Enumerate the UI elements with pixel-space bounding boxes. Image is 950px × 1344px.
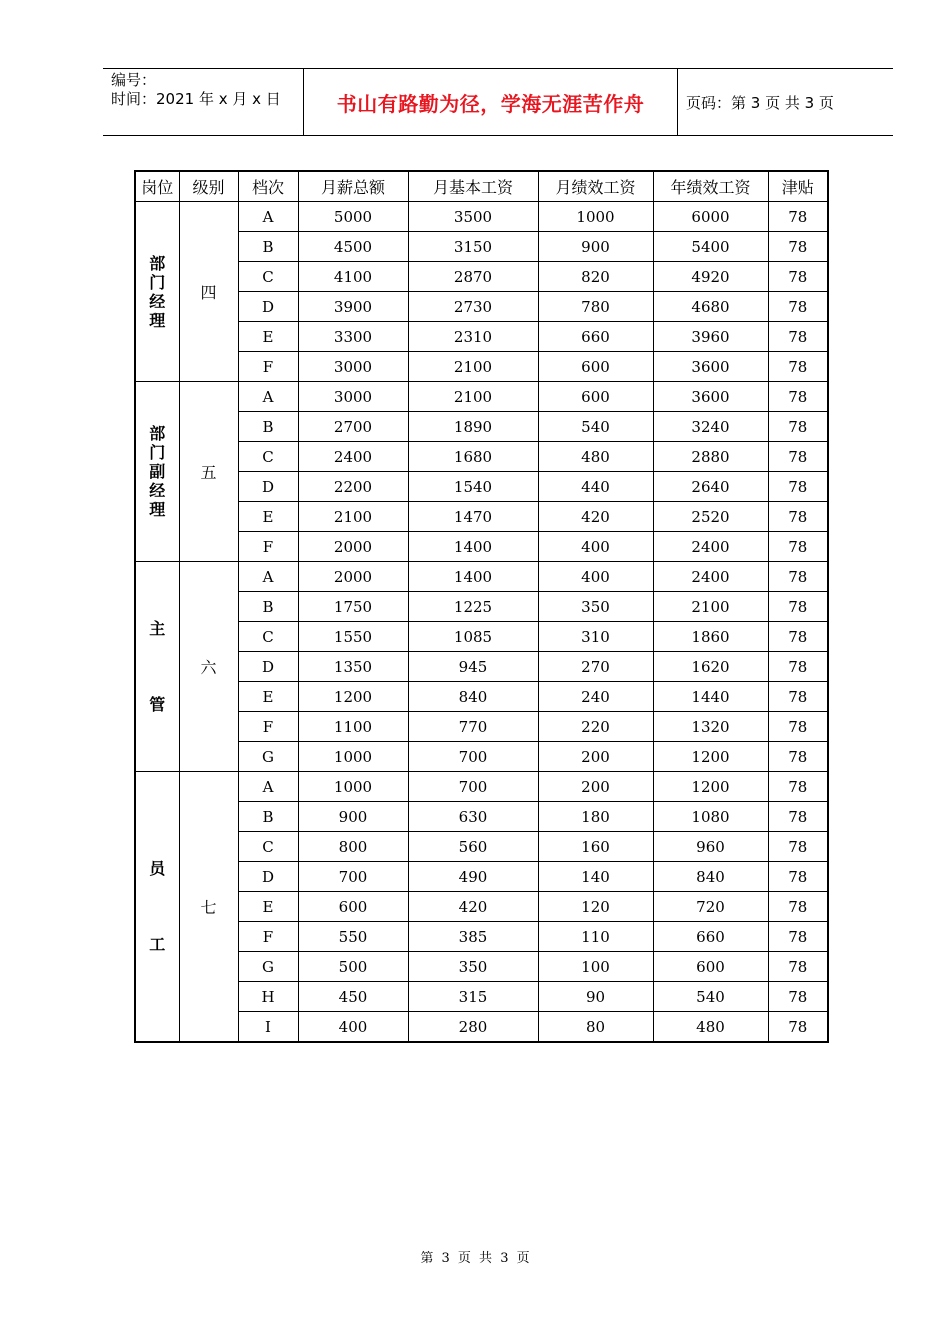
value-cell: 3900: [298, 292, 408, 322]
post-char: 理: [149, 500, 166, 519]
value-cell: 78: [768, 202, 828, 232]
value-cell: 1100: [298, 712, 408, 742]
value-cell: 700: [408, 772, 538, 802]
value-cell: 4100: [298, 262, 408, 292]
value-cell: 1000: [538, 202, 653, 232]
grade-cell: E: [238, 892, 298, 922]
grade-cell: D: [238, 652, 298, 682]
value-cell: 78: [768, 802, 828, 832]
value-cell: 200: [538, 772, 653, 802]
column-header: 津贴: [768, 171, 828, 202]
value-cell: 78: [768, 652, 828, 682]
value-cell: 550: [298, 922, 408, 952]
value-cell: 780: [538, 292, 653, 322]
grade-cell: G: [238, 952, 298, 982]
grade-cell: B: [238, 232, 298, 262]
value-cell: 180: [538, 802, 653, 832]
value-cell: 78: [768, 322, 828, 352]
value-cell: 78: [768, 742, 828, 772]
value-cell: 280: [408, 1012, 538, 1043]
column-header: 月薪总额: [298, 171, 408, 202]
value-cell: 400: [538, 562, 653, 592]
value-cell: 1400: [408, 532, 538, 562]
value-cell: 78: [768, 262, 828, 292]
value-cell: 400: [538, 532, 653, 562]
value-cell: 385: [408, 922, 538, 952]
value-cell: 120: [538, 892, 653, 922]
value-cell: 420: [408, 892, 538, 922]
value-cell: 1550: [298, 622, 408, 652]
value-cell: 770: [408, 712, 538, 742]
grade-cell: H: [238, 982, 298, 1012]
post-char: 主: [149, 618, 166, 638]
value-cell: 1750: [298, 592, 408, 622]
value-cell: 2870: [408, 262, 538, 292]
value-cell: 3000: [298, 382, 408, 412]
value-cell: 78: [768, 622, 828, 652]
value-cell: 840: [653, 862, 768, 892]
value-cell: 1200: [298, 682, 408, 712]
grade-cell: I: [238, 1012, 298, 1043]
value-cell: 160: [538, 832, 653, 862]
value-cell: 1440: [653, 682, 768, 712]
value-cell: 1860: [653, 622, 768, 652]
table-row: [135, 502, 828, 532]
post-char: 门: [149, 272, 166, 292]
value-cell: 240: [538, 682, 653, 712]
value-cell: 2000: [298, 532, 408, 562]
value-cell: 3150: [408, 232, 538, 262]
value-cell: 2000: [298, 562, 408, 592]
grade-cell: F: [238, 922, 298, 952]
value-cell: 3500: [408, 202, 538, 232]
value-cell: 1225: [408, 592, 538, 622]
column-header: 档次: [238, 171, 298, 202]
value-cell: 945: [408, 652, 538, 682]
level-cell: 四: [179, 202, 238, 382]
value-cell: 490: [408, 862, 538, 892]
table-row: [135, 352, 828, 382]
post-cell: [135, 772, 179, 1043]
table-row: [135, 262, 828, 292]
value-cell: 600: [538, 352, 653, 382]
table-row: [135, 1012, 828, 1043]
value-cell: 2100: [408, 382, 538, 412]
code-label: 编号：: [111, 71, 157, 89]
value-cell: 350: [408, 952, 538, 982]
value-cell: 700: [408, 742, 538, 772]
grade-cell: C: [238, 622, 298, 652]
value-cell: 560: [408, 832, 538, 862]
grade-cell: C: [238, 442, 298, 472]
value-cell: 3300: [298, 322, 408, 352]
table-row: [135, 532, 828, 562]
table-row: [135, 772, 828, 802]
value-cell: 600: [298, 892, 408, 922]
table-header: [135, 171, 828, 202]
header-bottom-rule: [103, 135, 893, 136]
value-cell: 540: [538, 412, 653, 442]
value-cell: 2100: [298, 502, 408, 532]
value-cell: 3960: [653, 322, 768, 352]
level-cell: 六: [179, 562, 238, 772]
value-cell: 78: [768, 232, 828, 262]
grade-cell: A: [238, 382, 298, 412]
post-char: 副: [149, 462, 166, 481]
value-cell: 1470: [408, 502, 538, 532]
column-header: 岗位: [135, 171, 179, 202]
value-cell: 78: [768, 892, 828, 922]
table-header-row: [135, 171, 828, 202]
grade-cell: D: [238, 862, 298, 892]
value-cell: 400: [298, 1012, 408, 1043]
value-cell: 660: [538, 322, 653, 352]
table-row: [135, 652, 828, 682]
post-char: 经: [149, 291, 166, 311]
value-cell: 2200: [298, 472, 408, 502]
table-row: [135, 952, 828, 982]
post-char: 理: [149, 310, 166, 330]
table-row: [135, 292, 828, 322]
value-cell: 700: [298, 862, 408, 892]
table-row: [135, 682, 828, 712]
value-cell: 5400: [653, 232, 768, 262]
post-char: 工: [149, 934, 166, 954]
page-footer: 第 3 页 共 3 页: [420, 1251, 530, 1266]
value-cell: 1680: [408, 442, 538, 472]
grade-cell: E: [238, 502, 298, 532]
post-char: 部: [149, 424, 166, 443]
value-cell: 720: [653, 892, 768, 922]
value-cell: 1350: [298, 652, 408, 682]
value-cell: 6000: [653, 202, 768, 232]
value-cell: 820: [538, 262, 653, 292]
post-char: 经: [149, 481, 166, 500]
grade-cell: F: [238, 352, 298, 382]
value-cell: 1200: [653, 772, 768, 802]
value-cell: 2400: [653, 532, 768, 562]
value-cell: 200: [538, 742, 653, 772]
value-cell: 480: [653, 1012, 768, 1043]
value-cell: 1320: [653, 712, 768, 742]
value-cell: 1080: [653, 802, 768, 832]
level-cell: 七: [179, 772, 238, 1043]
grade-cell: A: [238, 202, 298, 232]
value-cell: 2640: [653, 472, 768, 502]
grade-cell: A: [238, 562, 298, 592]
value-cell: 78: [768, 472, 828, 502]
grade-cell: B: [238, 802, 298, 832]
value-cell: 2700: [298, 412, 408, 442]
grade-cell: E: [238, 682, 298, 712]
column-header: 级别: [179, 171, 238, 202]
value-cell: 310: [538, 622, 653, 652]
value-cell: 2880: [653, 442, 768, 472]
value-cell: 4920: [653, 262, 768, 292]
value-cell: 1200: [653, 742, 768, 772]
value-cell: 270: [538, 652, 653, 682]
value-cell: 78: [768, 412, 828, 442]
value-cell: 80: [538, 1012, 653, 1043]
value-cell: 960: [653, 832, 768, 862]
grade-cell: F: [238, 532, 298, 562]
value-cell: 450: [298, 982, 408, 1012]
table-body: [135, 202, 828, 1043]
grade-cell: C: [238, 832, 298, 862]
value-cell: 3000: [298, 352, 408, 382]
value-cell: 78: [768, 1012, 828, 1043]
value-cell: 600: [653, 952, 768, 982]
value-cell: 78: [768, 982, 828, 1012]
value-cell: 1620: [653, 652, 768, 682]
table-row: [135, 472, 828, 502]
value-cell: 1085: [408, 622, 538, 652]
value-cell: 2310: [408, 322, 538, 352]
value-cell: 78: [768, 832, 828, 862]
post-char: 管: [149, 694, 166, 714]
post-char: 部: [149, 253, 166, 273]
value-cell: 5000: [298, 202, 408, 232]
value-cell: 78: [768, 502, 828, 532]
value-cell: 2730: [408, 292, 538, 322]
value-cell: 78: [768, 292, 828, 322]
value-cell: 3600: [653, 352, 768, 382]
value-cell: 78: [768, 532, 828, 562]
table-row: [135, 832, 828, 862]
value-cell: 315: [408, 982, 538, 1012]
table-row: [135, 892, 828, 922]
header-page-info: 页码：第 3 页 共 3 页: [686, 94, 834, 112]
value-cell: 140: [538, 862, 653, 892]
post-cell: [135, 202, 179, 382]
value-cell: 3600: [653, 382, 768, 412]
grade-cell: D: [238, 472, 298, 502]
post-char: 门: [149, 443, 166, 462]
value-cell: 78: [768, 382, 828, 412]
value-cell: 2100: [408, 352, 538, 382]
grade-cell: C: [238, 262, 298, 292]
header-meta: [111, 71, 281, 109]
post-char: 员: [149, 858, 166, 878]
header-top-rule: [103, 68, 893, 69]
value-cell: 110: [538, 922, 653, 952]
value-cell: 1890: [408, 412, 538, 442]
value-cell: 90: [538, 982, 653, 1012]
value-cell: 900: [298, 802, 408, 832]
value-cell: 2400: [298, 442, 408, 472]
value-cell: 78: [768, 352, 828, 382]
value-cell: 900: [538, 232, 653, 262]
table-row: [135, 382, 828, 412]
column-header: 月基本工资: [408, 171, 538, 202]
table-row: [135, 862, 828, 892]
value-cell: 78: [768, 862, 828, 892]
value-cell: 1000: [298, 742, 408, 772]
header-divider-right: [677, 69, 678, 136]
table-row: [135, 622, 828, 652]
salary-table: [134, 170, 829, 1043]
grade-cell: E: [238, 322, 298, 352]
value-cell: 3240: [653, 412, 768, 442]
value-cell: 2520: [653, 502, 768, 532]
table-row: [135, 592, 828, 622]
value-cell: 660: [653, 922, 768, 952]
table-row: [135, 232, 828, 262]
grade-cell: F: [238, 712, 298, 742]
value-cell: 440: [538, 472, 653, 502]
table-row: [135, 442, 828, 472]
header-motto: 书山有路勤为径，学海无涯苦作舟: [336, 92, 645, 116]
value-cell: 1400: [408, 562, 538, 592]
value-cell: 600: [538, 382, 653, 412]
value-cell: 220: [538, 712, 653, 742]
value-cell: 480: [538, 442, 653, 472]
table-row: [135, 742, 828, 772]
column-header: 年绩效工资: [653, 171, 768, 202]
value-cell: 1540: [408, 472, 538, 502]
value-cell: 78: [768, 562, 828, 592]
table-row: [135, 322, 828, 352]
level-cell: 五: [179, 382, 238, 562]
value-cell: 78: [768, 442, 828, 472]
grade-cell: G: [238, 742, 298, 772]
value-cell: 100: [538, 952, 653, 982]
value-cell: 840: [408, 682, 538, 712]
value-cell: 2400: [653, 562, 768, 592]
value-cell: 800: [298, 832, 408, 862]
grade-cell: D: [238, 292, 298, 322]
value-cell: 630: [408, 802, 538, 832]
table-row: [135, 562, 828, 592]
time-label: 时间：2021 年 x 月 x 日: [111, 90, 281, 108]
value-cell: 420: [538, 502, 653, 532]
table-row: [135, 982, 828, 1012]
table-row: [135, 412, 828, 442]
column-header: 月绩效工资: [538, 171, 653, 202]
value-cell: 540: [653, 982, 768, 1012]
table-row: [135, 922, 828, 952]
value-cell: 78: [768, 952, 828, 982]
value-cell: 78: [768, 922, 828, 952]
table-row: [135, 802, 828, 832]
grade-cell: B: [238, 592, 298, 622]
table-row: [135, 202, 828, 232]
value-cell: 78: [768, 592, 828, 622]
value-cell: 500: [298, 952, 408, 982]
value-cell: 350: [538, 592, 653, 622]
value-cell: 78: [768, 682, 828, 712]
grade-cell: A: [238, 772, 298, 802]
value-cell: 78: [768, 712, 828, 742]
table-row: [135, 712, 828, 742]
value-cell: 78: [768, 772, 828, 802]
value-cell: 4680: [653, 292, 768, 322]
value-cell: 2100: [653, 592, 768, 622]
post-cell: [135, 562, 179, 772]
value-cell: 4500: [298, 232, 408, 262]
value-cell: 1000: [298, 772, 408, 802]
post-cell: [135, 382, 179, 562]
grade-cell: B: [238, 412, 298, 442]
